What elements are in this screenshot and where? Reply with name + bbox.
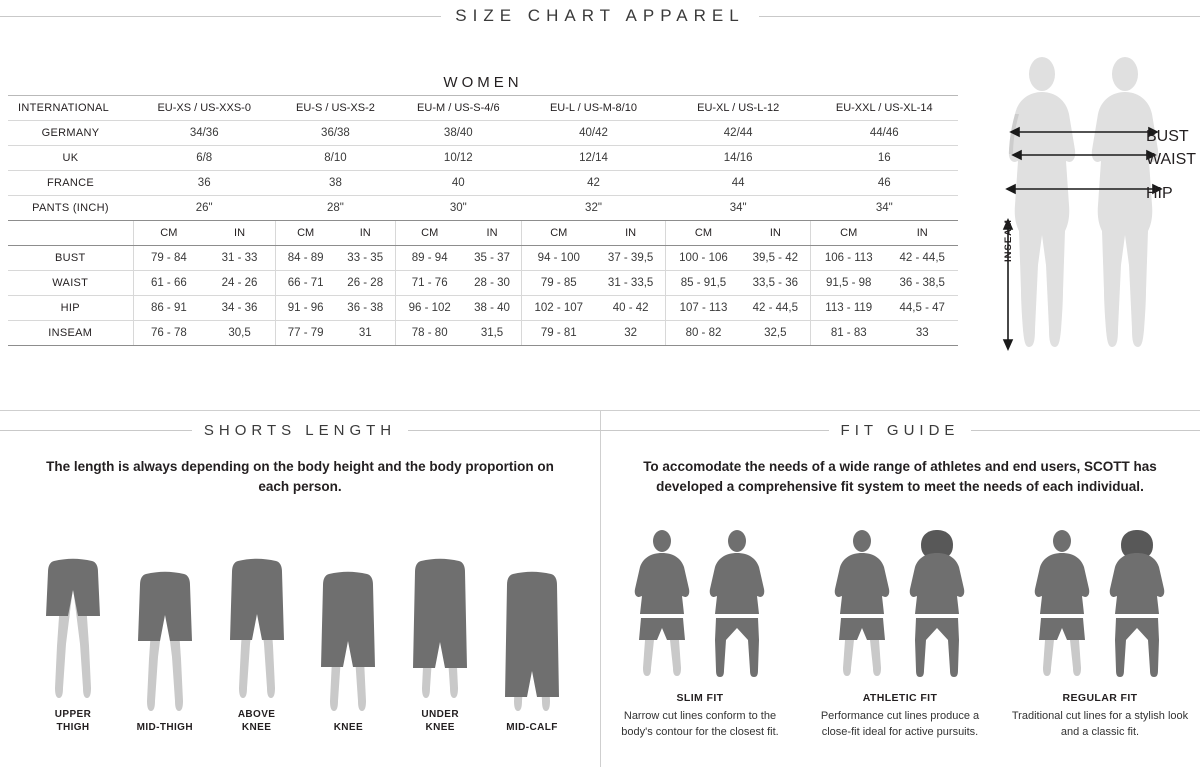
unit-header-in: IN <box>596 220 666 245</box>
unit-header-cm: CM <box>666 220 741 245</box>
fit-figures-icon <box>1010 528 1190 688</box>
size-table-wrapper <box>8 70 958 346</box>
row-label: HIP <box>8 295 133 320</box>
unit-header-cm: CM <box>811 220 887 245</box>
table-cell: 12/14 <box>521 145 666 170</box>
shorts-length-item <box>214 528 300 734</box>
shorts-length-list <box>30 528 575 734</box>
table-cell: 36 <box>133 170 275 195</box>
unit-header-in: IN <box>204 220 275 245</box>
page-title-row <box>0 6 1200 26</box>
table-unit-header-row <box>8 220 958 245</box>
figure-label-bust: BUST <box>1146 128 1189 145</box>
unit-row-spacer <box>8 220 133 245</box>
title-rule-left <box>0 16 441 17</box>
table-cell: 79 - 84 <box>133 245 204 270</box>
table-cell: 34 - 36 <box>204 295 275 320</box>
fit-guide-item <box>610 528 790 741</box>
table-cell: 42 - 44,5 <box>886 245 958 270</box>
fit-rule-right <box>971 430 1200 431</box>
shorts-length-header <box>0 422 600 439</box>
unit-header-in: IN <box>335 220 395 245</box>
table-cell: 8/10 <box>275 145 395 170</box>
section-divider-vertical <box>600 411 601 767</box>
table-cell: 30,5 <box>204 320 275 345</box>
table-cell: 94 - 100 <box>521 245 596 270</box>
fit-guide-item <box>1010 528 1190 741</box>
size-table <box>8 70 958 346</box>
page-title: SIZE CHART APPAREL <box>455 6 745 25</box>
fit-guide-description: Narrow cut lines conform to the body's contour for the closest fit. <box>621 710 779 738</box>
figure-label-waist: WAIST <box>1146 151 1197 168</box>
table-cell: 39,5 - 42 <box>741 245 811 270</box>
table-cell: 91 - 96 <box>275 295 335 320</box>
table-cell: 35 - 37 <box>463 245 521 270</box>
fit-guide-label: ATHLETIC FIT <box>862 692 938 704</box>
table-cell: 26" <box>133 195 275 220</box>
table-cell: 31 - 33 <box>204 245 275 270</box>
row-label: FRANCE <box>8 170 133 195</box>
shorts-length-subtitle: The length is always depending on the body height and the body proportion on each person. <box>46 459 554 494</box>
unit-header-cm: CM <box>521 220 596 245</box>
row-label: PANTS (INCH) <box>8 195 133 220</box>
fit-guide-description: Traditional cut lines for a stylish look and a classic fit. <box>1011 710 1189 738</box>
unit-header-in: IN <box>741 220 811 245</box>
table-cell: 71 - 76 <box>395 270 463 295</box>
table-cell: 42 <box>521 170 666 195</box>
figure-label-inseam: INSEAM <box>1003 219 1014 262</box>
size-column-header: EU-M / US-S-4/6 <box>395 95 521 120</box>
shorts-length-label: MID-CALF <box>506 721 558 733</box>
row-label-header: INTERNATIONAL <box>8 95 133 120</box>
size-column-header: EU-XS / US-XXS-0 <box>133 95 275 120</box>
size-column-header: EU-S / US-XS-2 <box>275 95 395 120</box>
table-cell: 28" <box>275 195 395 220</box>
table-cell: 36 - 38,5 <box>886 270 958 295</box>
table-row <box>8 245 958 270</box>
table-cell: 42/44 <box>666 120 811 145</box>
table-cell: 66 - 71 <box>275 270 335 295</box>
table-group-header-row <box>8 70 958 95</box>
table-cell: 24 - 26 <box>204 270 275 295</box>
fit-guide-description: Performance cut lines produce a close-fit ideal for active pursuits. <box>820 710 980 738</box>
shorts-length-item <box>305 541 391 735</box>
row-label: GERMANY <box>8 120 133 145</box>
shorts-length-title: SHORTS LENGTH <box>203 422 397 439</box>
row-label: WAIST <box>8 270 133 295</box>
table-cell: 79 - 85 <box>521 270 596 295</box>
table-cell: 107 - 113 <box>666 295 741 320</box>
table-row <box>8 295 958 320</box>
table-cell: 38 - 40 <box>463 295 521 320</box>
table-cell: 31 - 33,5 <box>596 270 666 295</box>
table-cell: 31 <box>335 320 395 345</box>
shorts-rule-left <box>0 430 192 431</box>
unit-header-in: IN <box>463 220 521 245</box>
table-cell: 6/8 <box>133 145 275 170</box>
table-row <box>8 120 958 145</box>
title-rule-right <box>759 16 1200 17</box>
size-column-header: EU-XL / US-L-12 <box>666 95 811 120</box>
shorts-length-item <box>489 541 575 735</box>
table-cell: 33 <box>886 320 958 345</box>
table-cell: 26 - 28 <box>335 270 395 295</box>
fit-guide-item <box>810 528 990 741</box>
women-silhouettes-icon <box>985 52 1200 372</box>
table-cell: 102 - 107 <box>521 295 596 320</box>
table-row <box>8 145 958 170</box>
shorts-silhouette-icon <box>214 528 300 703</box>
table-cell: 77 - 79 <box>275 320 335 345</box>
shorts-length-item <box>30 528 116 734</box>
table-cell: 33 - 35 <box>335 245 395 270</box>
table-cell: 36/38 <box>275 120 395 145</box>
size-column-header: EU-XXL / US-XL-14 <box>811 95 958 120</box>
table-cell: 34/36 <box>133 120 275 145</box>
table-cell: 32" <box>521 195 666 220</box>
fit-guide-label: REGULAR FIT <box>1062 692 1138 704</box>
table-cell: 61 - 66 <box>133 270 204 295</box>
shorts-length-item <box>397 528 483 734</box>
unit-header-cm: CM <box>275 220 335 245</box>
shorts-length-label: MID-THIGH <box>136 721 193 733</box>
fit-figures-icon <box>810 528 990 688</box>
table-cell: 38/40 <box>395 120 521 145</box>
fit-guide-title: FIT GUIDE <box>840 422 960 439</box>
table-cell: 106 - 113 <box>811 245 887 270</box>
shorts-silhouette-icon <box>122 541 208 716</box>
table-cell: 36 - 38 <box>335 295 395 320</box>
row-label: UK <box>8 145 133 170</box>
fit-guide-subtitle: To accomodate the needs of a wide range of athletes and end users, SCOTT has developed a comprehensive fit system to meet the needs of each individual. <box>643 459 1157 494</box>
table-cell: 42 - 44,5 <box>741 295 811 320</box>
shorts-silhouette-icon <box>30 528 116 703</box>
row-label: BUST <box>8 245 133 270</box>
table-cell: 100 - 106 <box>666 245 741 270</box>
shorts-rule-right <box>408 430 600 431</box>
table-cell: 37 - 39,5 <box>596 245 666 270</box>
table-cell: 10/12 <box>395 145 521 170</box>
table-cell: 85 - 91,5 <box>666 270 741 295</box>
table-cell: 81 - 83 <box>811 320 887 345</box>
fit-figures-icon <box>610 528 790 688</box>
shorts-silhouette-icon <box>397 528 483 703</box>
table-cell: 40 <box>395 170 521 195</box>
table-cell: 32 <box>596 320 666 345</box>
table-cell: 113 - 119 <box>811 295 887 320</box>
unit-header-in: IN <box>886 220 958 245</box>
fit-guide-header <box>600 422 1200 439</box>
table-cell: 33,5 - 36 <box>741 270 811 295</box>
row-label: INSEAM <box>8 320 133 345</box>
fit-guide-label: SLIM FIT <box>676 692 724 704</box>
shorts-length-label: UNDER KNEE <box>421 709 459 733</box>
table-cell: 44 <box>666 170 811 195</box>
table-cell: 86 - 91 <box>133 295 204 320</box>
table-cell: 31,5 <box>463 320 521 345</box>
table-cell: 76 - 78 <box>133 320 204 345</box>
shorts-length-label: ABOVE KNEE <box>237 709 276 733</box>
table-cell: 78 - 80 <box>395 320 463 345</box>
table-cell: 89 - 94 <box>395 245 463 270</box>
table-cell: 44/46 <box>811 120 958 145</box>
unit-header-cm: CM <box>133 220 204 245</box>
table-cell: 38 <box>275 170 395 195</box>
table-row <box>8 195 958 220</box>
table-cell: 91,5 - 98 <box>811 270 887 295</box>
figure-label-hip: HIP <box>1146 185 1173 202</box>
body-measurement-figures <box>985 52 1200 372</box>
table-cell: 14/16 <box>666 145 811 170</box>
shorts-length-label: UPPER THIGH <box>54 709 92 733</box>
table-cell: 80 - 82 <box>666 320 741 345</box>
table-cell: 46 <box>811 170 958 195</box>
fit-rule-left <box>600 430 829 431</box>
shorts-silhouette-icon <box>305 541 391 716</box>
table-cell: 34" <box>666 195 811 220</box>
table-row <box>8 170 958 195</box>
table-group-title: WOMEN <box>8 70 958 95</box>
table-cell: 16 <box>811 145 958 170</box>
table-cell: 34" <box>811 195 958 220</box>
table-row <box>8 320 958 345</box>
size-column-header: EU-L / US-M-8/10 <box>521 95 666 120</box>
table-size-header-row <box>8 95 958 120</box>
table-cell: 79 - 81 <box>521 320 596 345</box>
table-cell: 96 - 102 <box>395 295 463 320</box>
table-cell: 32,5 <box>741 320 811 345</box>
shorts-silhouette-icon <box>489 541 575 716</box>
fit-guide-list <box>610 528 1190 741</box>
shorts-length-item <box>122 541 208 735</box>
unit-header-cm: CM <box>395 220 463 245</box>
table-cell: 84 - 89 <box>275 245 335 270</box>
table-cell: 40/42 <box>521 120 666 145</box>
table-cell: 30" <box>395 195 521 220</box>
table-cell: 40 - 42 <box>596 295 666 320</box>
table-cell: 28 - 30 <box>463 270 521 295</box>
table-cell: 44,5 - 47 <box>886 295 958 320</box>
shorts-length-label: KNEE <box>333 721 364 733</box>
table-row <box>8 270 958 295</box>
